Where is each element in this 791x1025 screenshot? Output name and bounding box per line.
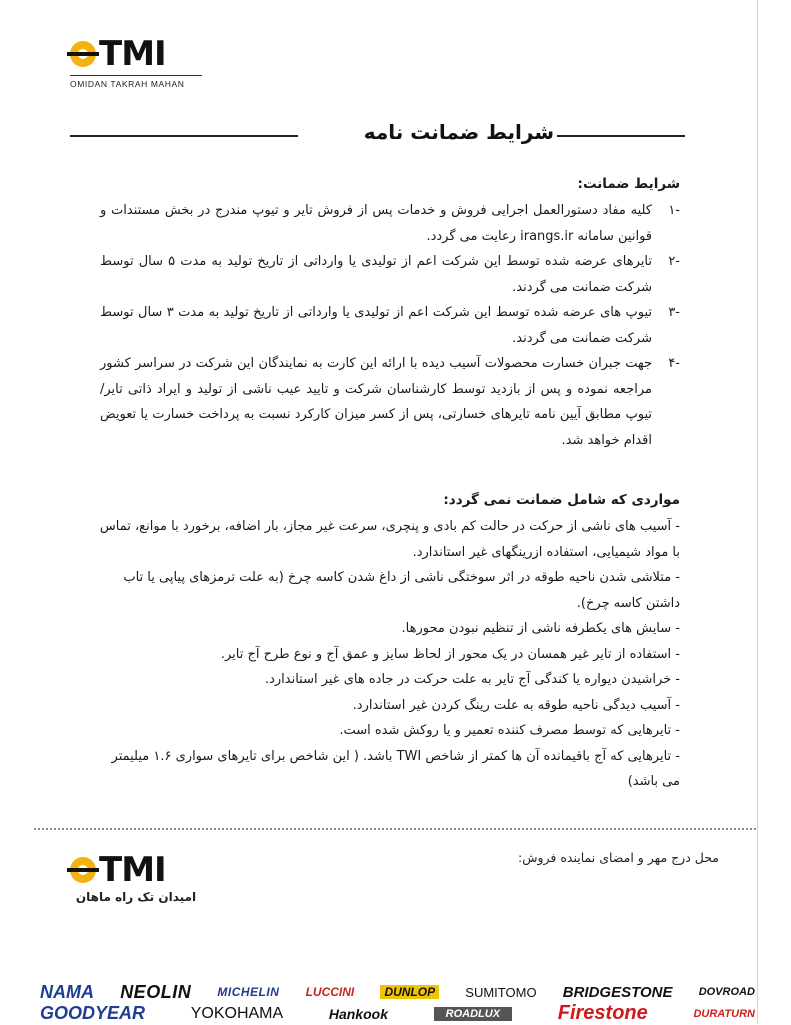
warranty-item xyxy=(100,351,680,453)
brand-logo-bridgestone: BRIDGESTONE xyxy=(562,983,673,1001)
brand-logo-goodyear: GOODYEAR xyxy=(40,1003,146,1023)
warranty-item-text: جهت جبران خسارت محصولات آسیب دیده با ارائه این کارت به نمایندگان این شرکت در سراسر کشور مراجعه نموده و پس از بازدید توسط کارشناسان شرکت و تایید عیب ناشی از تولید و ایراد ذاتی تایر/تیوپ مطابق آیین نامه تایرهای خسارتی، پس از کسر میزان کارکرد نسبت به پرداخت خسارت یا تعویض اقدام خواهد شد. xyxy=(100,356,652,448)
exclusion-item: - متلاشی شدن ناحیه طوقه در اثر سوختگی ناشی از داغ شدن کاسه چرخ (به علت ترمزهای پیاپی یا تاب داشتن کاسه چرخ). xyxy=(123,570,680,611)
exclusion-item: - خراشیدن دیواره یا کندگی آج تایر به علت حرکت در جاده های غیر استاندارد. xyxy=(264,672,680,687)
logo-o-icon xyxy=(70,857,96,883)
exclusion-item: - آسیب دیدگی ناحیه طوقه به علت رینگ کردن غیر استاندارد. xyxy=(352,697,680,713)
warranty-conditions-section xyxy=(100,176,680,453)
logo-subtitle: OMIDAN TAKRAH MAHAN xyxy=(70,79,185,89)
brand-logo-firestone: Firestone xyxy=(557,1002,648,1024)
exclusion-item: - تایرهایی که آج باقیمانده آن ها کمتر از شاخص TWI باشد. ( این شاخص برای تایرهای سواری ۱.۶ میلیمتر می باشد) xyxy=(111,748,680,789)
warranty-item xyxy=(100,300,680,351)
warranty-item xyxy=(100,249,680,300)
exclusions-section xyxy=(98,492,680,795)
dotted-divider xyxy=(34,828,756,830)
brand-logo-roadlux: ROADLUX xyxy=(434,1007,512,1021)
brand-logo-sumitomo: SUMITOMO xyxy=(465,984,537,1000)
company-logo xyxy=(70,36,202,89)
title-rule-right xyxy=(557,135,685,137)
warranty-item-text: کلیه مفاد دستورالعمل اجرایی فروش و خدمات پس از فروش تایر و تیوپ مندرج در بخش مستندات و قوانین سامانه irangs.ir رعایت می گردد. xyxy=(100,203,652,244)
exclusion-item: - استفاده از تایر غیر همسان در یک محور از لحاظ سایز و عمق آج و نوع طرح آج تایر. xyxy=(220,646,680,662)
warranty-item-text: تیوپ های عرضه شده توسط این شرکت اعم از تولیدی یا وارداتی از تاریخ تولید به مدت ۳ سال توسط شرکت ضمانت می گردند. xyxy=(100,305,652,346)
warranty-item-number: -۴ xyxy=(668,356,680,371)
warranty-item-text: تایرهای عرضه شده توسط این شرکت اعم از تولیدی یا وارداتی از تاریخ تولید به مدت ۵ سال توسط شرکت ضمانت می گردند. xyxy=(100,254,652,295)
brand-logo-duraturn: DURATURN xyxy=(693,1007,755,1020)
logo-letters: TMI xyxy=(99,850,166,890)
document-title: شرایط ضمانت نامه xyxy=(363,120,554,144)
logo-mark xyxy=(70,852,202,888)
brand-logo-neolin: NEOLIN xyxy=(120,981,192,1002)
warranty-item xyxy=(100,198,680,249)
logo-rule xyxy=(70,75,202,76)
exclusion-item: - سایش های یکطرفه ناشی از تنظیم نبودن محورها. xyxy=(401,621,680,636)
exclusion-item: - تایرهایی که توسط مصرف کننده تعمیر و یا روکش شده است. xyxy=(339,723,680,738)
warranty-heading: شرایط ضمانت: xyxy=(577,176,680,192)
brand-logo-michelin: MICHELIN xyxy=(217,985,280,999)
title-rule-left xyxy=(70,135,298,137)
logo-o-icon xyxy=(70,41,96,67)
brand-logo-dunlop: DUNLOP xyxy=(380,985,439,999)
exclusions-heading: مواردی که شامل ضمانت نمی گردد: xyxy=(443,492,680,508)
brand-logo-nama: NAMA xyxy=(40,981,94,1002)
brand-logos-row-1 xyxy=(40,980,755,1004)
stamp-signature-label: محل درج مهر و امضای نماینده فروش: xyxy=(518,850,719,865)
brand-logos-row-2 xyxy=(40,1003,755,1024)
brand-logo-yokohama: YOKOHAMA xyxy=(190,1004,284,1022)
brand-logo-dovroad: DOVROAD xyxy=(698,986,755,998)
brand-logo-luccini: LUCCINI xyxy=(305,985,355,999)
brand-logo-hankook: Hankook xyxy=(328,1005,388,1022)
logo-mark xyxy=(70,36,202,72)
logo-letters: TMI xyxy=(99,34,166,74)
logo-subtitle-persian: امیدان تک راه ماهان xyxy=(75,890,197,904)
warranty-item-number: -۱ xyxy=(668,203,680,218)
warranty-item-number: -۳ xyxy=(668,305,680,320)
warranty-item-number: -۲ xyxy=(668,254,680,269)
document-title-row xyxy=(70,118,685,152)
footer-logo xyxy=(70,852,202,904)
exclusion-item: - آسیب های ناشی از حرکت در حالت کم بادی و پنچری، سرعت غیر مجاز، بار اضافه، برخورد با موانع، تماس با مواد شیمیایی، استفاده ازرینگهای غیر استاندارد. xyxy=(99,519,680,560)
page-edge-line xyxy=(757,0,758,1024)
